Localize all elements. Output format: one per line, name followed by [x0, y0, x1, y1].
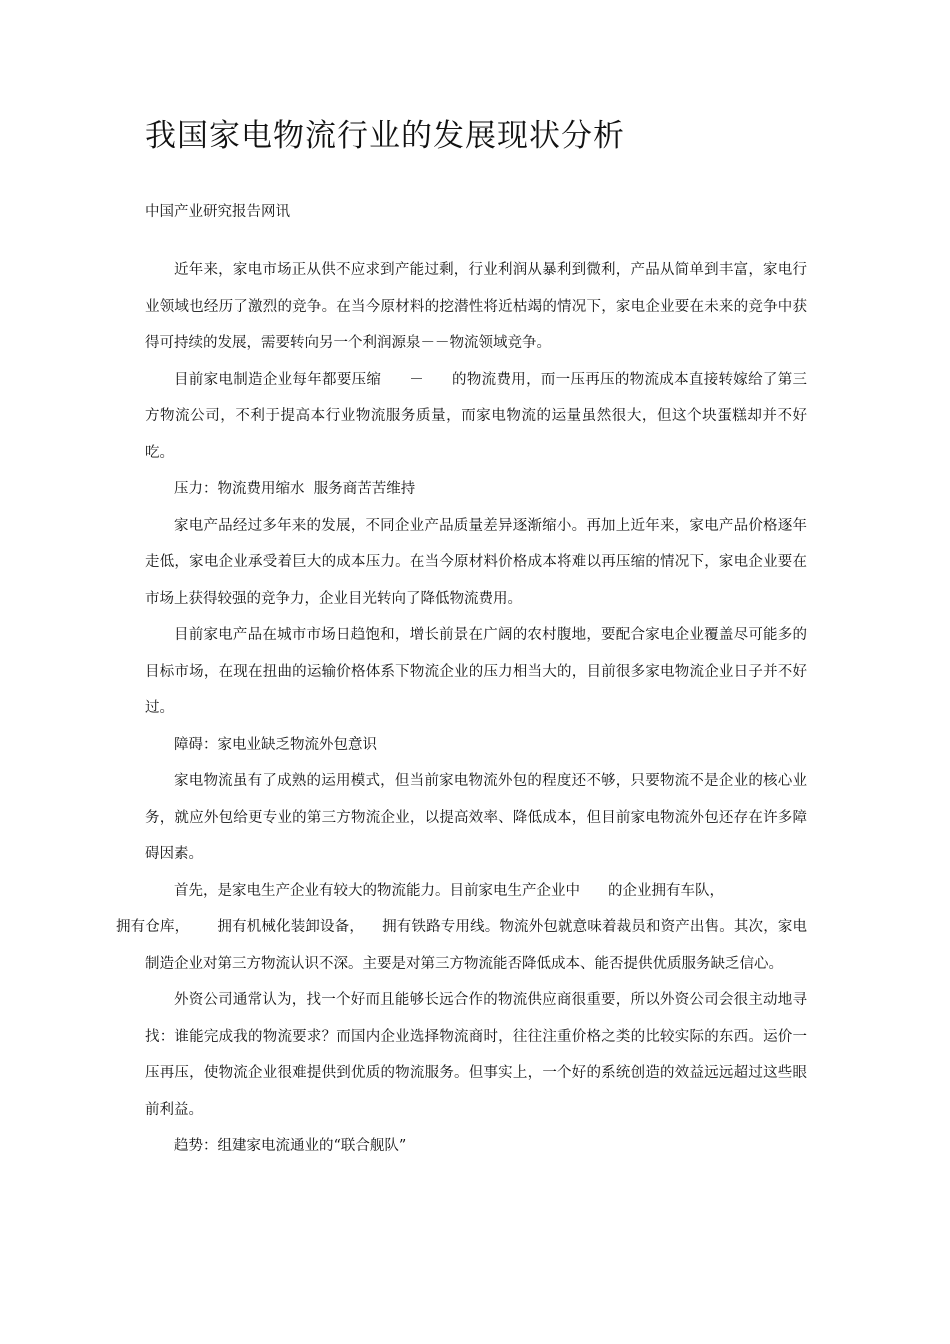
paragraph-outsourcing: 家电物流虽有了成熟的运用模式，但当前家电物流外包的程度还不够，只要物流不是企业的核心业务，就应外包给更专业的第三方物流企业，以提高效率、降低成本，但目前家电物流外包还存在许多障碍因素。 [145, 773, 807, 862]
paragraph-text: 的物流费用，而一压再压的物流成本直接转嫁给了第三方物流公司，不利于提高本行业物流服务质量，而家电物流的运量虽然很大，但这个块蛋糕却并不好吃。 [145, 371, 808, 461]
paragraph-text: 拥有仓库， [116, 919, 190, 935]
paragraph-logistics-capacity [116, 873, 808, 983]
document-source: 中国产业研究报告网讯 [145, 204, 290, 220]
paragraph-rural-market: 目前家电产品在城市市场日趋饱和，增长前景在广阔的农村腹地，要配合家电企业覆盖尽可能多的目标市场，在现在扭曲的运输价格体系下物流企业的压力相当大的，目前很多家电物流企业日子并不好过。 [145, 627, 807, 716]
paragraph-foreign-companies: 外资公司通常认为，找一个好而且能够长远合作的物流供应商很重要，所以外资公司会很主动地寻找：谁能完成我的物流要求？而国内企业选择物流商时，往往注重价格之类的比较实际的东西。运价一压再压，使物流企业很难提供到优质的物流服务。但事实上，一个好的系统创造的效益远远超过这些眼前利益。 [145, 992, 807, 1118]
section-heading-obstacle: 障碍：家电业缺乏物流外包意识 [174, 736, 377, 753]
section-heading-pressure: 压力：物流费用缩水 服务商苦苦维持 [174, 481, 416, 497]
document-title: 我国家电物流行业的发展现状分析 [145, 118, 625, 154]
paragraph-cost-compression [145, 362, 807, 472]
paragraph-price-pressure: 家电产品经过多年来的发展，不同企业产品质量差异逐渐缩小。再加上近年来，家电产品价格逐年走低，家电企业承受着巨大的成本压力。在当今原材料价格成本将难以再压缩的情况下，家电企业要在市场上获得较强的竞争力，企业目光转向了降低物流费用。 [145, 517, 807, 607]
paragraph-text: 拥有铁路专用线。物流外包就意味着裁员和资产出售。其次，家电制造企业对第三方物流认识不深。主要是对第三方物流能否降低成本、能否提供优质服务缺乏信心。 [145, 919, 808, 972]
dash-text: － [409, 371, 424, 388]
paragraph-text: 首先，是家电生产企业有较大的物流能力。目前家电生产企业中 [174, 882, 580, 899]
document-body [116, 252, 808, 1165]
paragraph-text: 的企业拥有车队， [608, 882, 724, 899]
section-heading-trend: 趋势：组建家电流通业的“联合舰队” [174, 1138, 407, 1154]
paragraph-intro: 近年来，家电市场正从供不应求到产能过剩，行业利润从暴利到微利，产品从简单到丰富，家电行业领域也经历了激烈的竞争。在当今原材料的挖潜性将近枯竭的情况下，家电企业要在未来的竞争中获得可持续的发展，需要转向另一个利润源泉－－物流领域竞争。 [145, 262, 807, 351]
paragraph-text: 目前家电制造企业每年都要压缩 [174, 371, 382, 388]
paragraph-text: 拥有机械化装卸设备， [217, 919, 364, 935]
